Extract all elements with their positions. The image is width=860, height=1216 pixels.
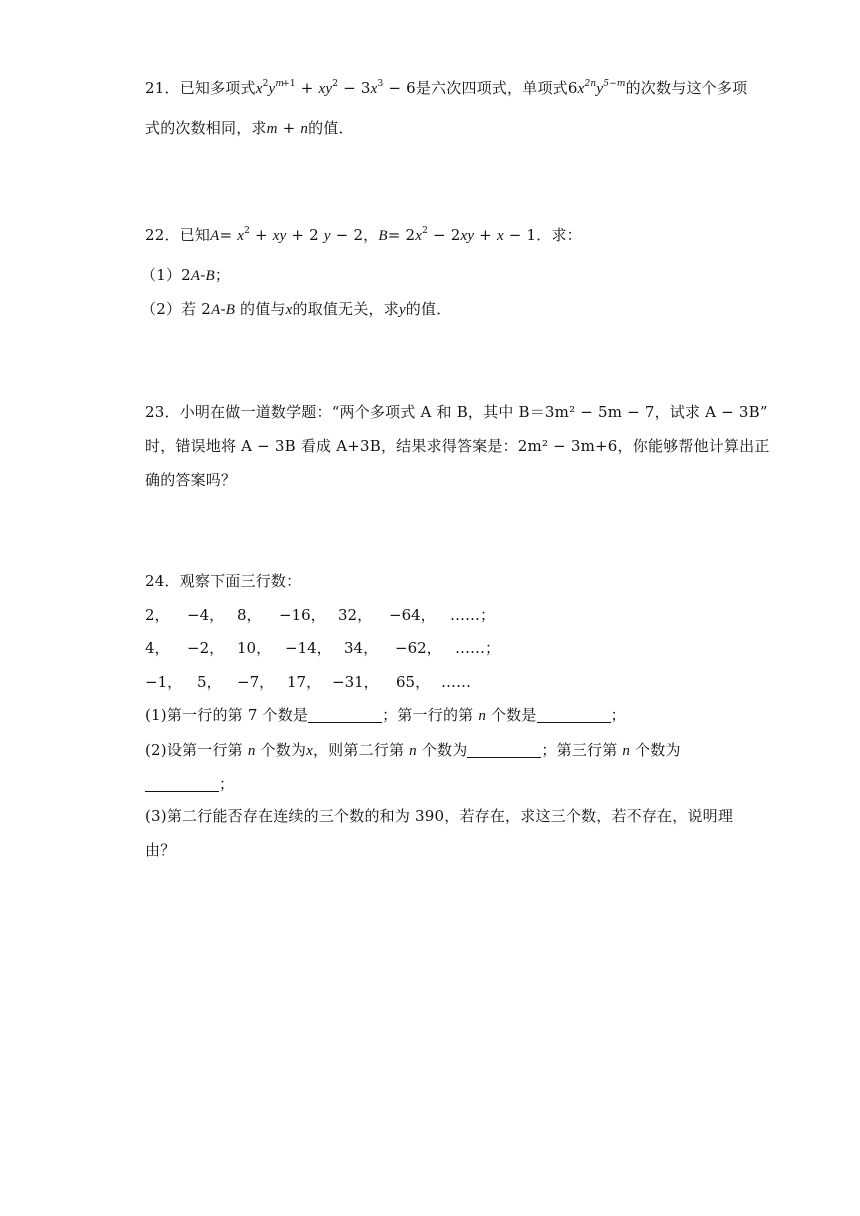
row3-cell: …… (441, 673, 471, 691)
q22-expr-b: $B= 2x^2 - 2xy + x - 1$． (378, 226, 552, 244)
row2-cell: −2， (187, 639, 225, 657)
q24-sub-2-text-f: 个数为 (635, 741, 681, 759)
q22-number: 22． (145, 226, 180, 244)
answer-blank[interactable] (145, 777, 219, 792)
q22-part-1-prefix: （1）2 (141, 266, 191, 284)
answer-blank[interactable] (537, 708, 611, 723)
row3-cell: 65， (396, 673, 431, 691)
row1-cell: −64， (389, 606, 436, 624)
row1-cell: ……； (450, 606, 496, 624)
row1-cell: 2， (145, 606, 170, 624)
row1-cell: 8， (237, 606, 262, 624)
q24-sub-2-text-c: ，则第二行第 (312, 741, 405, 759)
q24-number: 24． (145, 572, 180, 590)
answer-blank[interactable] (308, 708, 382, 723)
row2-cell: ……； (455, 639, 501, 657)
row1-cell: 32， (338, 606, 373, 624)
row3-cell: −31， (332, 673, 379, 691)
row2-cell: −62， (395, 639, 442, 657)
q23-line-2: 时，错误地将 A − 3B 看成 A+3B，结果求得答案是：2m² − 3m+6，你能够帮他计算出正 (145, 437, 770, 455)
q24-sub-1-text-a: (1)第一行的第 7 个数是 (145, 706, 309, 724)
q22-part-2-text-c: 的值． (405, 300, 452, 318)
q21-monomial: $6x^{2n}y^{5-m}$ (567, 79, 626, 97)
q22-expr-a: $A= x^2$ + xy + 2 y − 2， (210, 226, 379, 244)
q24-title: 观察下面三行数： (179, 572, 302, 590)
answer-blank[interactable] (467, 743, 541, 758)
q21-polynomial: $x^2y^{m+1} + xy^2 - 3x^3 - 6$ (255, 79, 416, 97)
q22-part-2-prefix: （2）若 2 (141, 300, 212, 318)
row1-cell: −16， (279, 606, 326, 624)
q22-part-1: （1）2A-B； (141, 266, 231, 284)
q21-text-5: 的值． (308, 119, 354, 137)
q24-sub-2-text-d: 个数为 (421, 741, 468, 759)
q22-part-2-text-a: 的值与 (235, 300, 286, 318)
q24-sub-1-text-c: 个数是 (490, 706, 537, 724)
q21-m-plus-n: m (266, 121, 278, 137)
q22-text-2: 求： (551, 226, 582, 244)
q24-sub-3-cont: 由？ (145, 841, 176, 859)
q23-line-1 (145, 402, 768, 422)
q24-title-line (145, 571, 301, 591)
q21-text-3: 的次数与这个多项 (625, 79, 748, 97)
row2-cell: 10， (237, 639, 272, 657)
row3-cell: 5， (197, 673, 222, 691)
q24-sub-2-text-b: 个数为 (260, 741, 307, 759)
q22-line-1 (145, 225, 582, 246)
q21-number: 21． (145, 79, 180, 97)
row3-cell: −1， (145, 673, 183, 691)
q24-sub-2-cont (145, 774, 234, 794)
row2-cell: 34， (344, 639, 379, 657)
q22-text-1: 已知 (179, 226, 211, 244)
q24-sub-2-text-g: ； (219, 775, 235, 793)
q24-sub-1-text-b: ；第一行的第 (382, 706, 474, 724)
row1-cell: −4， (187, 606, 225, 624)
row3-cell: −7， (237, 673, 275, 691)
q24-sub-2-text-e: ；第三行第 (541, 741, 618, 759)
q24-sub-2: (2)设第一行第 n 个数为x，则第二行第 n 个数为 ；第三行第 n 个数为 (145, 741, 681, 759)
q23-number: 23． (145, 403, 180, 421)
row2-cell: 4， (145, 639, 170, 657)
row3-cell: 17， (287, 673, 322, 691)
q21-text-1: 已知多项式 (179, 79, 256, 97)
row2-cell: −14， (285, 639, 332, 657)
q24-sub-1-text-d: ； (610, 706, 626, 724)
q21-line-2: 式的次数相同，求m + n的值． (145, 119, 354, 137)
q23-line-3: 确的答案吗？ (145, 471, 237, 489)
q24-sub-3: (3)第二行能否存在连续的三个数的和为 390，若存在，求这三个数，若不存在，说明理 (145, 807, 734, 825)
q24-sub-1: (1)第一行的第 7 个数是 ；第一行的第 n 个数是 ； (145, 706, 626, 724)
q22-part-2: （2）若 2A-B 的值与x的取值无关，求y的值． (141, 300, 452, 318)
q21-line-1 (145, 78, 747, 99)
q22-part-1-suffix: ； (214, 266, 231, 284)
q21-text-2: 是六次四项式，单项式 (415, 79, 568, 97)
q22-part-2-text-b: 的取值无关，求 (292, 300, 399, 318)
q21-text-4: 式的次数相同，求 (145, 119, 267, 137)
q24-sub-2-text-a: (2)设第一行第 (145, 741, 243, 759)
q23-text-1: 小明在做一道数学题：“两个多项式 A 和 B，其中 B＝3m² − 5m − 7，试求 A − 3B” (179, 403, 768, 421)
